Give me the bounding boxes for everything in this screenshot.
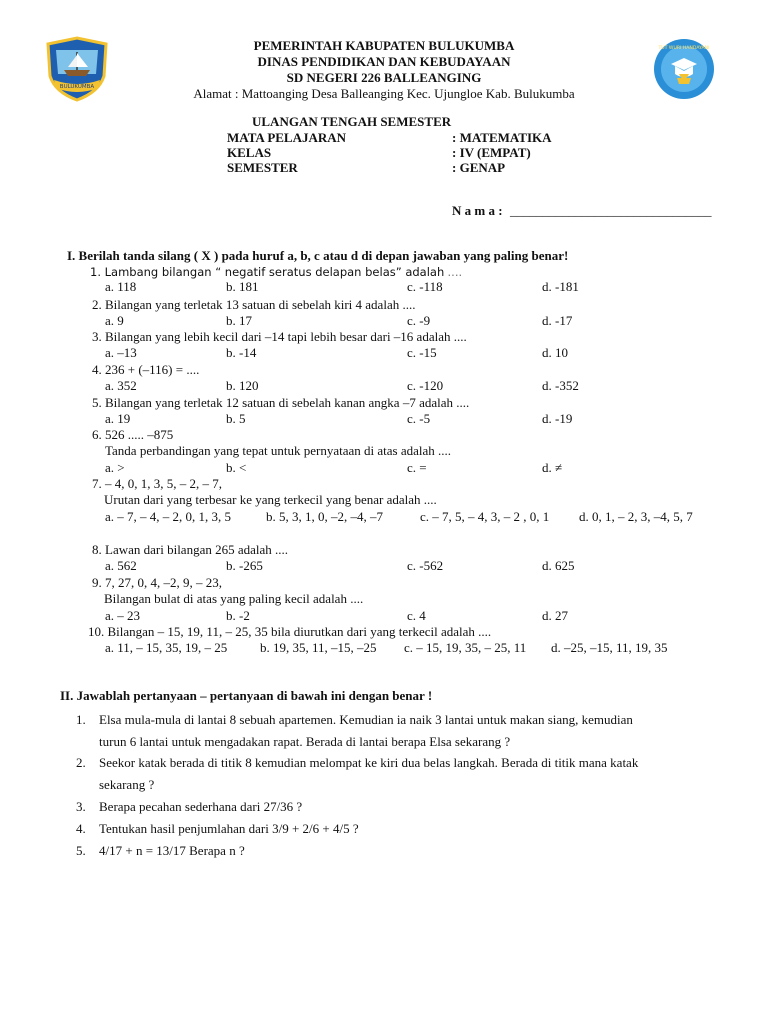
q6-option-c: c. = bbox=[407, 460, 427, 475]
q6-option-d: d. ≠ bbox=[542, 460, 563, 475]
q10-option-d: d. –25, –15, 11, 19, 35 bbox=[551, 640, 668, 655]
q1-stem-text: 1. Lambang bilangan “ negatif seratus delapan belas” adalah bbox=[90, 265, 445, 279]
q1-option-d: d. -181 bbox=[542, 279, 579, 294]
q8-stem: 8. Lawan dari bilangan 265 adalah .... bbox=[92, 542, 289, 557]
q10-stem: 10. Bilangan – 15, 19, 11, – 25, 35 bila diurutkan dari yang terkecil adalah .... bbox=[88, 624, 492, 639]
q3-option-c: c. -15 bbox=[407, 345, 437, 360]
q8-option-a: a. 562 bbox=[105, 558, 137, 573]
q1-option-c: c. -118 bbox=[407, 279, 443, 294]
q4-option-d: d. -352 bbox=[542, 378, 579, 393]
right-logo-text: TUT WURI HANDAYANI bbox=[658, 46, 710, 51]
header-line-1: PEMERINTAH KABUPATEN BULUKUMBA bbox=[253, 38, 515, 53]
q5-option-c: c. -5 bbox=[407, 411, 431, 426]
name-blank-line: _______________________________ bbox=[510, 203, 712, 218]
q3-option-b: b. -14 bbox=[226, 345, 257, 360]
q6-stem: 6. 526 ..... –875 bbox=[92, 427, 174, 442]
essay-2-line-2: sekarang ? bbox=[99, 777, 155, 792]
q9-option-d: d. 27 bbox=[542, 608, 568, 623]
q10-option-a: a. 11, – 15, 35, 19, – 25 bbox=[105, 640, 228, 655]
q1-option-b: b. 181 bbox=[226, 279, 259, 294]
q4-option-c: c. -120 bbox=[407, 378, 444, 393]
q6-option-a: a. > bbox=[105, 460, 125, 475]
q3-option-d: d. 10 bbox=[542, 345, 568, 360]
q1-option-a: a. 118 bbox=[105, 279, 137, 294]
q8-option-c: c. -562 bbox=[407, 558, 444, 573]
q10-option-b: b. 19, 35, 11, –15, –25 bbox=[260, 640, 377, 655]
q5-option-d: d. -19 bbox=[542, 411, 573, 426]
q5-option-b: b. 5 bbox=[226, 411, 246, 426]
q4-option-b: b. 120 bbox=[226, 378, 259, 393]
q2-option-b: b. 17 bbox=[226, 313, 252, 328]
q2-option-c: c. -9 bbox=[407, 313, 431, 328]
name-label: N a m a : bbox=[452, 203, 503, 218]
exam-semester-value: : GENAP bbox=[452, 160, 506, 175]
left-logo-text: BULUKUMBA bbox=[59, 84, 95, 90]
q3-stem: 3. Bilangan yang lebih kecil dari –14 tapi lebih besar dari –16 adalah .... bbox=[92, 329, 467, 344]
q8-option-d: d. 625 bbox=[542, 558, 575, 573]
essay-5-text: 4/17 + n = 13/17 Berapa n ? bbox=[99, 843, 245, 858]
exam-class-value: : IV (EMPAT) bbox=[452, 145, 531, 160]
exam-semester-label: SEMESTER bbox=[227, 160, 298, 175]
essay-3-text: Berapa pecahan sederhana dari 27/36 ? bbox=[99, 799, 303, 814]
exam-title: ULANGAN TENGAH SEMESTER bbox=[252, 114, 452, 129]
exam-class-label: KELAS bbox=[227, 145, 272, 160]
section-2-title: II. Jawablah pertanyaan – pertanyaan di bawah ini dengan benar ! bbox=[60, 688, 433, 703]
q7-option-b: b. 5, 3, 1, 0, –2, –4, –7 bbox=[266, 509, 383, 524]
exam-subject-value: : MATEMATIKA bbox=[452, 130, 552, 145]
q7-option-d: d. 0, 1, – 2, 3, –4, 5, 7 bbox=[579, 509, 693, 524]
q9-option-b: b. -2 bbox=[226, 608, 250, 623]
header-line-2: DINAS PENDIDIKAN DAN KEBUDAYAAN bbox=[257, 54, 511, 69]
q8-option-b: b. -265 bbox=[226, 558, 263, 573]
essay-1-number: 1. bbox=[76, 712, 86, 727]
essay-3-number: 3. bbox=[76, 799, 86, 814]
essay-2-number: 2. bbox=[76, 755, 86, 770]
q7-subtext: Urutan dari yang terbesar ke yang terkecil yang benar adalah .... bbox=[104, 492, 437, 507]
header-address: Alamat : Mattoanging Desa Balleanging Kec. Ujungloe Kab. Bulukumba bbox=[193, 86, 575, 101]
essay-2-line-1: Seekor katak berada di titik 8 kemudian melompat ke kiri dua belas langkah. Berada di titik mana katak bbox=[99, 755, 639, 770]
q1-stem bbox=[90, 264, 462, 280]
essay-4-number: 4. bbox=[76, 821, 86, 836]
q3-option-a: a. –13 bbox=[105, 345, 137, 360]
q1-stem-dots: .... bbox=[447, 265, 463, 279]
essay-4-text: Tentukan hasil penjumlahan dari 3/9 + 2/6 + 4/5 ? bbox=[99, 821, 359, 836]
essay-5-number: 5. bbox=[76, 843, 86, 858]
q2-stem: 2. Bilangan yang terletak 13 satuan di sebelah kiri 4 adalah .... bbox=[92, 297, 416, 312]
q9-option-c: c. 4 bbox=[407, 608, 426, 623]
q2-option-d: d. -17 bbox=[542, 313, 573, 328]
q9-option-a: a. – 23 bbox=[105, 608, 141, 623]
exam-subject-label: MATA PELAJARAN bbox=[227, 130, 347, 145]
q4-stem: 4. 236 + (–116) = .... bbox=[92, 362, 200, 377]
header-line-3: SD NEGERI 226 BALLEANGING bbox=[286, 70, 482, 85]
q7-stem: 7. – 4, 0, 1, 3, 5, – 2, – 7, bbox=[92, 476, 222, 491]
q9-subtext: Bilangan bulat di atas yang paling kecil adalah .... bbox=[104, 591, 364, 606]
q6-option-b: b. < bbox=[226, 460, 247, 475]
essay-1-line-2: turun 6 lantai untuk mengadakan rapat. Berada di lantai berapa Elsa sekarang ? bbox=[99, 734, 511, 749]
essay-1-line-1: Elsa mula-mula di lantai 8 sebuah apartemen. Kemudian ia naik 3 lantai untuk makan siang, kemudian bbox=[99, 712, 633, 727]
q5-stem: 5. Bilangan yang terletak 12 satuan di sebelah kanan angka –7 adalah .... bbox=[92, 395, 470, 410]
q2-option-a: a. 9 bbox=[105, 313, 124, 328]
q9-stem: 9. 7, 27, 0, 4, –2, 9, – 23, bbox=[92, 575, 222, 590]
section-1-title: I. Berilah tanda silang ( X ) pada huruf a, b, c atau d di depan jawaban yang paling benar! bbox=[67, 248, 569, 263]
q7-option-c: c. – 7, 5, – 4, 3, – 2 , 0, 1 bbox=[420, 509, 550, 524]
q5-option-a: a. 19 bbox=[105, 411, 131, 426]
q7-option-a: a. – 7, – 4, – 2, 0, 1, 3, 5 bbox=[105, 509, 232, 524]
q4-option-a: a. 352 bbox=[105, 378, 137, 393]
q6-subtext: Tanda perbandingan yang tepat untuk pernyataan di atas adalah .... bbox=[105, 443, 451, 458]
q10-option-c: c. – 15, 19, 35, – 25, 11 bbox=[404, 640, 527, 655]
